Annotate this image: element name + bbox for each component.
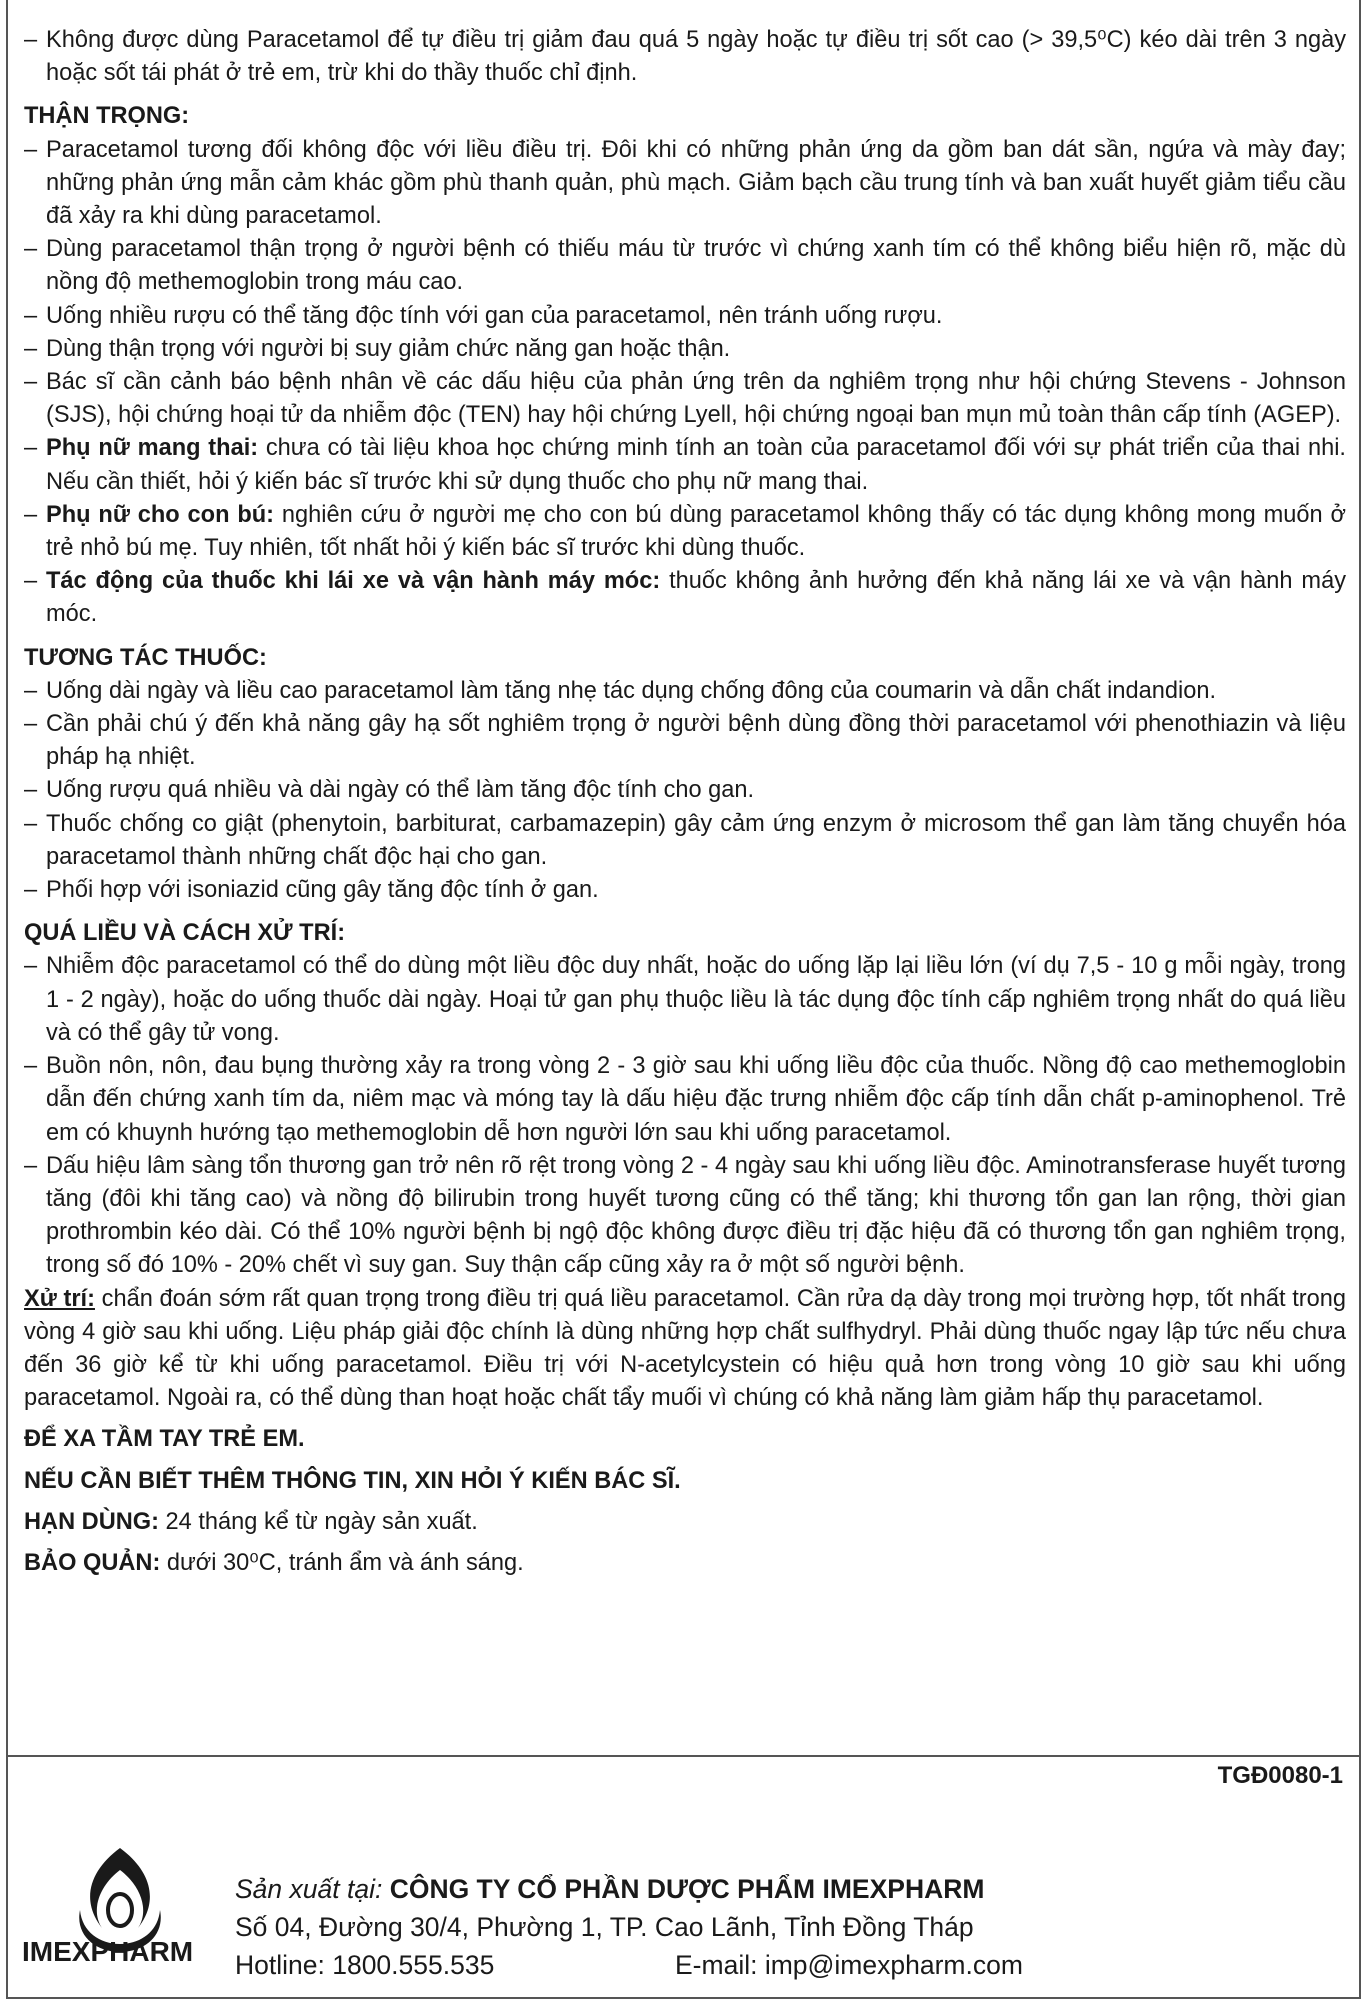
list-item: – Uống nhiều rượu có thể tăng độc tính với gan của paracetamol, nên tránh uống rượu. bbox=[24, 302, 943, 329]
footer bbox=[235, 1870, 1023, 1984]
list-item: – Uống rượu quá nhiều và dài ngày có thể làm tăng độc tính cho gan. bbox=[24, 777, 755, 804]
storage: BẢO QUẢN: dưới 30⁰C, tránh ẩm và ánh sáng. bbox=[24, 1549, 524, 1576]
contact-line bbox=[235, 1946, 1023, 1984]
list-item: – Phụ nữ mang thai: chưa có tài liệu khoa học chứng minh tính an toàn của paracetamol đối với sự phát triển của thai nhi. Nếu cần thiết, hỏi ý kiến bác sĩ trước khi sử dụng thuốc cho phụ nữ mang thai. bbox=[24, 435, 1346, 495]
address-line: Số 04, Đường 30/4, Phường 1, TP. Cao Lãnh, Tỉnh Đồng Tháp bbox=[235, 1912, 974, 1942]
document-code: TGĐ0080-1 bbox=[1217, 1762, 1343, 1789]
list-item: – Paracetamol tương đối không độc với liều điều trị. Đôi khi có những phản ứng da gồm ban dát sần, ngứa và mày đay; những phản ứng mẫn cảm khác gồm phù thanh quản, phù mạch. Giảm bạch cầu trung tính và ban xuất huyết giảm tiểu cầu đã xảy ra khi dùng paracetamol. bbox=[24, 136, 1346, 230]
leaflet-content bbox=[24, 24, 1346, 1580]
list-item: – Dùng thận trọng với người bị suy giảm chức năng gan hoặc thận. bbox=[24, 335, 731, 362]
footer-divider bbox=[6, 1755, 1361, 1757]
section-heading: QUÁ LIỀU VÀ CÁCH XỬ TRÍ: bbox=[24, 920, 346, 947]
section-heading: TƯƠNG TÁC THUỐC: bbox=[24, 644, 267, 671]
list-item: – Phụ nữ cho con bú: nghiên cứu ở người mẹ cho con bú dùng paracetamol không thấy có tác dụng không mong muốn ở trẻ nhỏ bú mẹ. Tuy nhiên, tốt nhất hỏi ý kiến bác sĩ trước khi dùng thuốc. bbox=[24, 501, 1346, 562]
warning-ask-doctor: NẾU CẦN BIẾT THÊM THÔNG TIN, XIN HỎI Ý KIẾN BÁC SĨ. bbox=[24, 1467, 681, 1494]
list-item: – Dấu hiệu lâm sàng tổn thương gan trở nên rõ rệt trong vòng 2 - 4 ngày sau khi uống liều độc. Aminotransferase huyết tương tăng (đôi khi tăng cao) và nồng độ bilirubin trong huyết tương cũng có thể tăng; khi thương tổn gan lan rộng, thời gian prothrombin kéo dài. Có thể 10% người bệnh bị ngộ độc không được điều trị đặc hiệu đã có thương tổn gan nghiêm trọng, trong số đó 10% - 20% chết vì suy gan. Suy thận cấp cũng xảy ra ở một số người bệnh. bbox=[24, 1152, 1346, 1279]
list-item: – Tác động của thuốc khi lái xe và vận hành máy móc: thuốc không ảnh hưởng đến khả năng lái xe và vận hành máy móc. bbox=[24, 568, 1346, 628]
warning-children: ĐỂ XA TẦM TAY TRẺ EM. bbox=[24, 1426, 305, 1453]
hotline: Hotline: 1800.555.535 bbox=[235, 1950, 495, 1980]
list-item: – Dùng paracetamol thận trọng ở người bệnh có thiếu máu từ trước vì chứng xanh tím có thể không biểu hiện rõ, mặc dù nồng độ methemoglobin trong máu cao. bbox=[24, 236, 1346, 296]
list-item: – Buồn nôn, nôn, đau bụng thường xảy ra trong vòng 2 - 3 giờ sau khi uống liều độc của thuốc. Nồng độ cao methemoglobin dẫn đến chứng xanh tím da, niêm mạc và móng tay là dấu hiệu đặc trưng nhiễm độc cấp tính dẫn chất p-aminophenol. Trẻ em có khuynh hướng tạo methemoglobin dễ hơn người lớn sau khi uống paracetamol. bbox=[24, 1053, 1346, 1146]
treatment-paragraph: Xử trí: chẩn đoán sớm rất quan trọng trong điều trị quá liều paracetamol. Cần rửa dạ dày trong mọi trường hợp, tốt nhất trong vòng 4 giờ sau khi uống. Liệu pháp giải độc chính là dùng những hợp chất sulfhydryl. Phải dùng thuốc ngay lập tức nếu chưa đến 36 giờ kể từ khi uống paracetamol. Điều trị với N-acetylcystein có hiệu quả hơn trong vòng 10 giờ sau khi uống paracetamol. Ngoài ra, có thể dùng than hoạt hoặc chất tẩy muối vì chúng có khả năng làm giảm hấp thụ paracetamol. bbox=[24, 1285, 1346, 1412]
list-item: – Bác sĩ cần cảnh báo bệnh nhân về các dấu hiệu của phản ứng trên da nghiêm trọng như hội chứng Stevens - Johnson (SJS), hội chứng hoại tử da nhiễm độc (TEN) hay hội chứng Lyell, hội chứng ngoại ban mụn mủ toàn thân cấp tính (AGEP). bbox=[24, 369, 1346, 429]
email: E-mail: imp@imexpharm.com bbox=[675, 1950, 1023, 1980]
logo-text: IMEXPHARM bbox=[22, 1936, 194, 1967]
list-item: – Không được dùng Paracetamol để tự điều trị giảm đau quá 5 ngày hoặc tự điều trị sốt cao (> 39,5⁰C) kéo dài trên 3 ngày hoặc sốt tái phát ở trẻ em, trừ khi do thầy thuốc chỉ định. bbox=[24, 27, 1346, 87]
section-heading: THẬN TRỌNG: bbox=[24, 103, 190, 130]
list-item: – Nhiễm độc paracetamol có thể do dùng một liều độc duy nhất, hoặc do uống lặp lại liều lớn (ví dụ 7,5 - 10 g mỗi ngày, trong 1 - 2 ngày), hoặc do uống thuốc dài ngày. Hoại tử gan phụ thuộc liều là tác dụng độc tính cấp nghiêm trọng nhất do quá liều và có thể gây tử vong. bbox=[24, 953, 1346, 1046]
manufacturer-line: Sản xuất tại: CÔNG TY CỔ PHẦN DƯỢC PHẨM IMEXPHARM bbox=[235, 1874, 985, 1904]
shelf-life: HẠN DÙNG: 24 tháng kể từ ngày sản xuất. bbox=[24, 1508, 478, 1535]
list-item: – Phối hợp với isoniazid cũng gây tăng độc tính ở gan. bbox=[24, 877, 599, 904]
list-item: – Thuốc chống co giật (phenytoin, barbiturat, carbamazepin) gây cảm ứng enzym ở microsom thể gan làm tăng chuyển hóa paracetamol thành những chất độc hại cho gan. bbox=[24, 810, 1346, 870]
list-item: – Uống dài ngày và liều cao paracetamol làm tăng nhẹ tác dụng chống đông của coumarin và dẫn chất indandion. bbox=[24, 677, 1216, 704]
list-item: – Cần phải chú ý đến khả năng gây hạ sốt nghiêm trọng ở người bệnh dùng đồng thời paracetamol với phenothiazin và liệu pháp hạ nhiệt. bbox=[24, 711, 1346, 771]
